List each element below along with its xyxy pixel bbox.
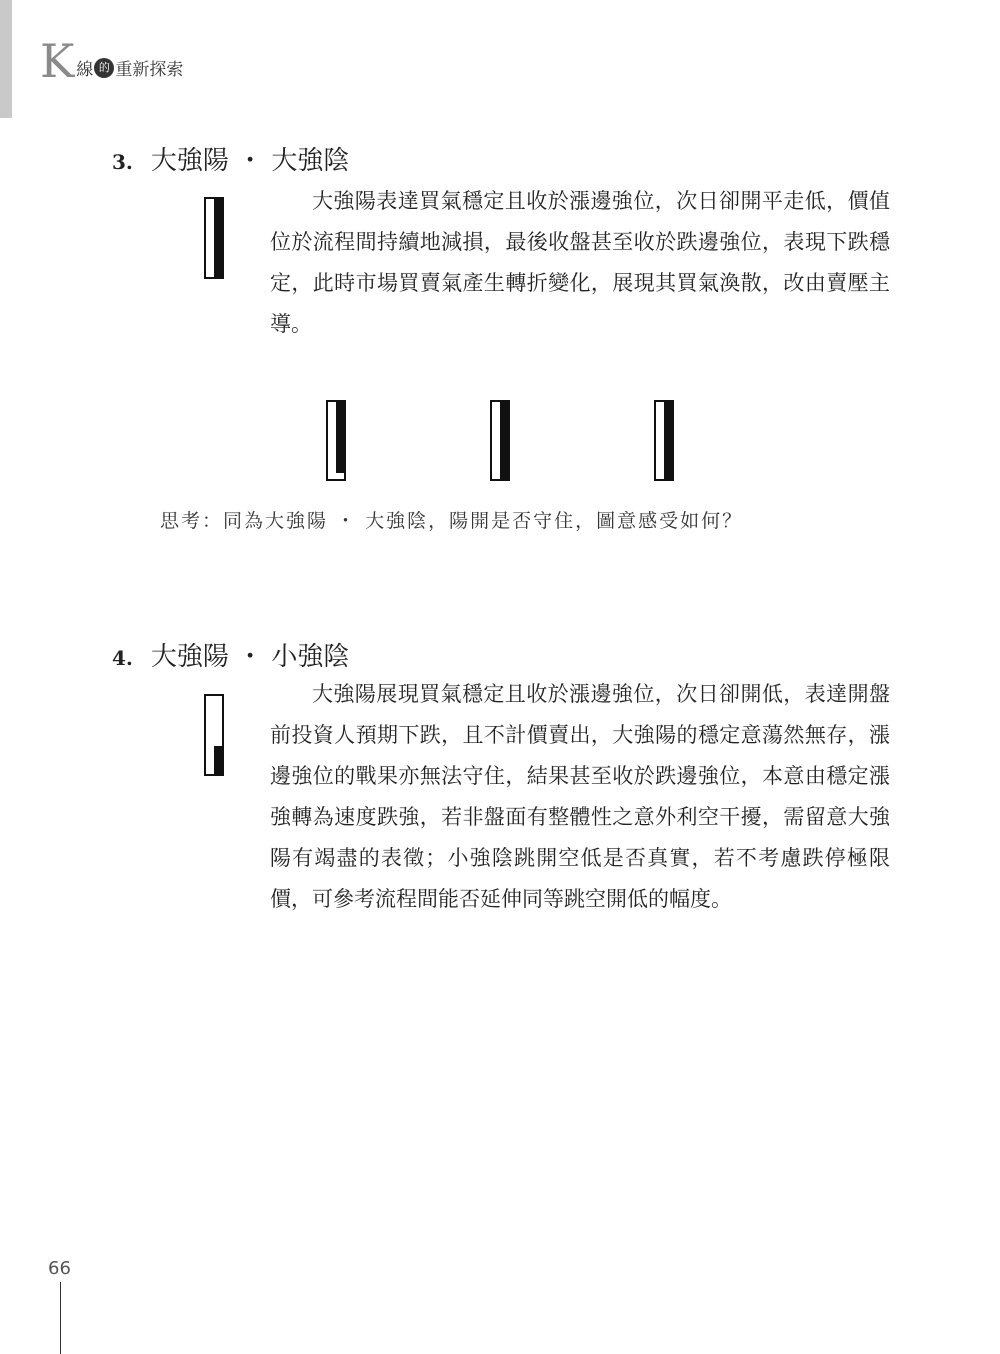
header-title-part1: 線 xyxy=(76,60,94,80)
page-number: 66 xyxy=(48,1258,71,1279)
section-3-paragraph: 大強陽表達買氣穩定且收於漲邊強位，次日卻開平走低，價值位於流程間持續地減損，最後收盤甚至收於跌邊強位，表現下跌穩定，此時市場買賣氣產生轉折變化，展現其買氣渙散，改由賣壓主導。 xyxy=(270,189,890,336)
section-3-number: 3. xyxy=(112,150,133,174)
example-candle-2 xyxy=(490,400,510,481)
section-3-think-prompt: 思考：同為大強陽 ・ 大強陰，陽開是否守住，圖意感受如何？ xyxy=(160,510,744,532)
page-edge-tab xyxy=(0,0,12,118)
header-title xyxy=(76,55,183,80)
section-4-paragraph: 大強陽展現買氣穩定且收於漲邊強位，次日卻開低，表達開盤前投資人預期下跌，且不計價賣出，大強陽的穩定意蕩然無存，漲邊強位的戰果亦無法守住，結果甚至收於跌邊強位，本意由穩定漲強轉為速度跌強，若非盤面有整體性之意外利空干擾，需留意大強陽有竭盡的表徵；小強陰跳開空低是否真實，若不考慮跌停極限價，可參考流程間能否延伸同等跳空開低的幅度。 xyxy=(270,682,890,911)
running-header xyxy=(40,34,184,88)
header-title-circle: 的 xyxy=(94,58,114,78)
section-4-candle-icon xyxy=(204,694,224,776)
section-3-candle-icon xyxy=(204,197,224,279)
section-4-title: 大強陽 ・ 小強陰 xyxy=(150,642,350,672)
page-number-rule xyxy=(60,1282,61,1354)
section-3-title: 大強陽 ・ 大強陰 xyxy=(150,146,350,176)
section-4-number: 4. xyxy=(112,646,133,670)
header-title-part2: 重新探索 xyxy=(115,60,184,80)
example-candle-1 xyxy=(326,400,346,481)
header-k-letter: K xyxy=(40,34,75,88)
section-4-heading xyxy=(112,636,349,673)
section-3-heading xyxy=(112,140,349,177)
example-candle-3 xyxy=(654,400,674,481)
